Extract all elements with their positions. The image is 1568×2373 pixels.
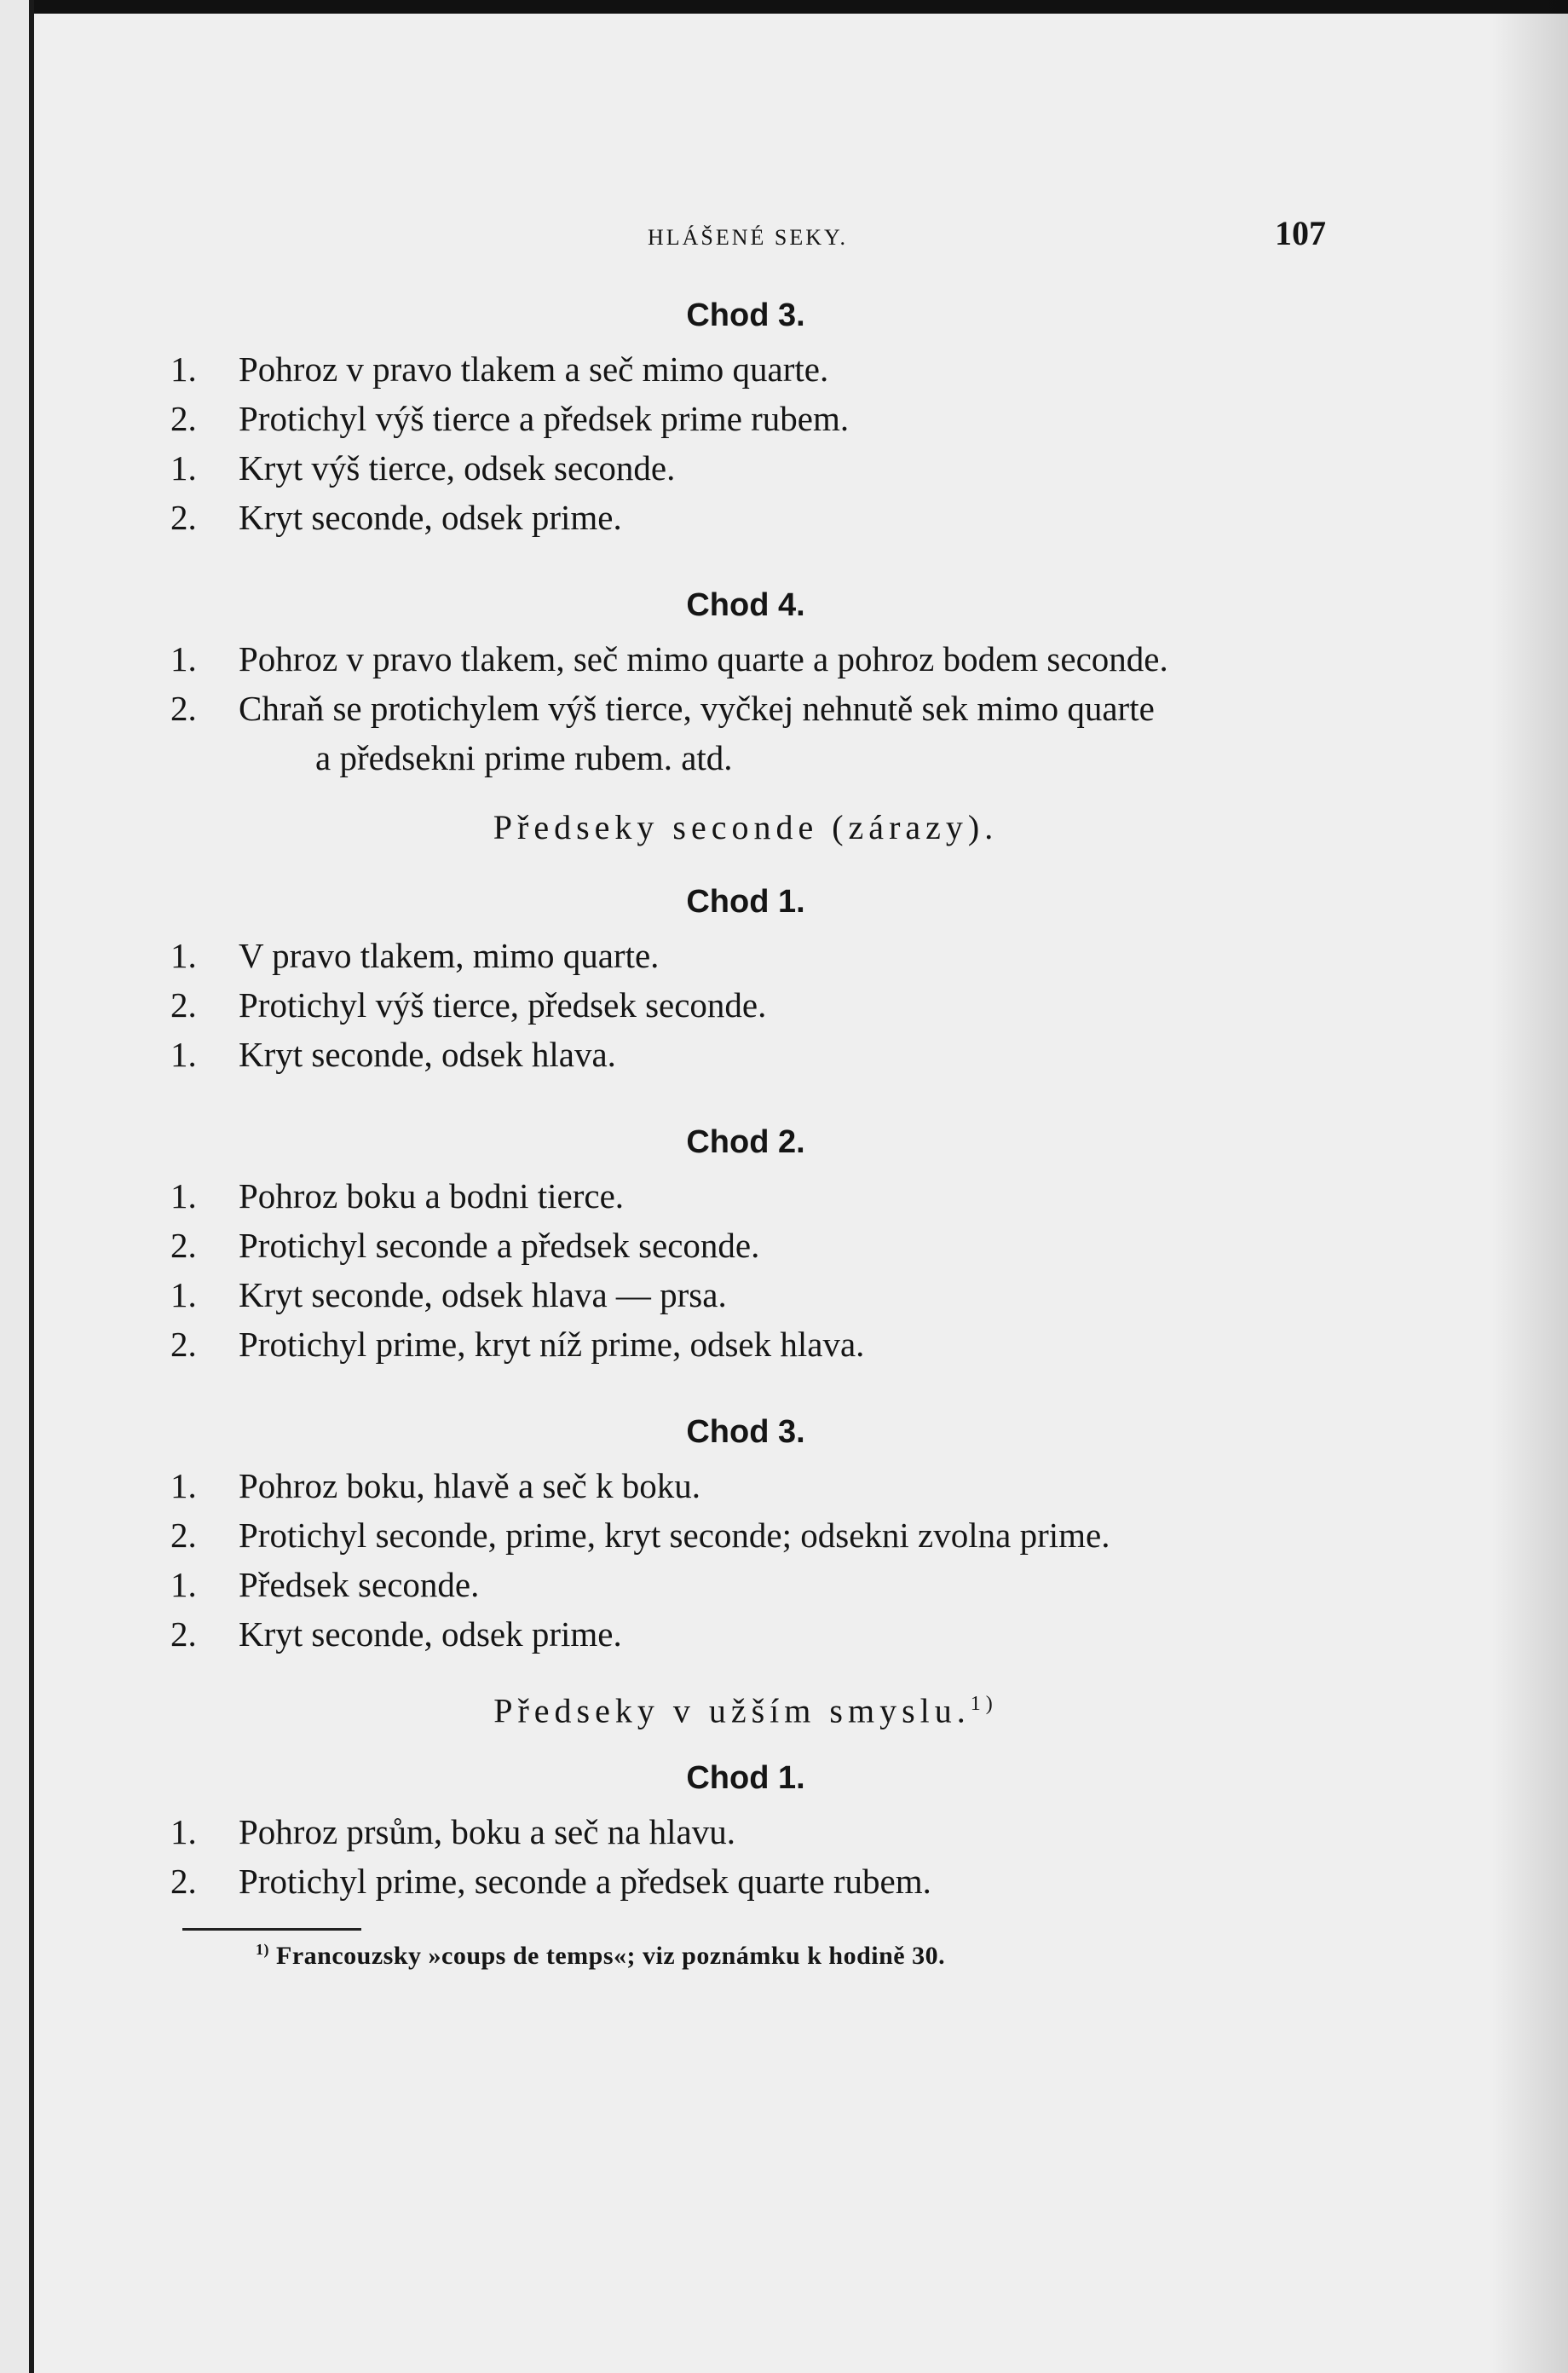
book-page	[170, 213, 1326, 1971]
item-number: 2.	[170, 1325, 197, 1364]
block-chod-4	[170, 576, 1321, 782]
item-number: 2.	[170, 1226, 197, 1265]
list-item	[170, 1510, 1321, 1560]
block-chod-3b	[170, 1403, 1321, 1659]
item-text: Kryt seconde, odsek hlava.	[239, 1035, 616, 1074]
item-number: 1.	[170, 1466, 197, 1505]
item-text: Kryt výš tierce, odsek seconde.	[239, 448, 676, 488]
item-number: 2.	[170, 399, 197, 438]
block-chod-1b	[170, 1749, 1321, 1906]
item-number: 1.	[170, 639, 197, 678]
item-text: Protichyl prime, kryt níž prime, odsek hlava.	[239, 1325, 865, 1364]
list-item	[170, 1609, 1321, 1659]
list-item	[170, 1560, 1321, 1609]
item-text: Kryt seconde, odsek hlava — prsa.	[239, 1275, 727, 1314]
item-number: 1.	[170, 1275, 197, 1314]
page-number: 107	[1275, 214, 1326, 252]
item-number: 2.	[170, 689, 197, 728]
list-item	[170, 1807, 1321, 1856]
block-chod-3	[170, 286, 1321, 542]
item-continuation: a předsekni prime rubem. atd.	[315, 738, 733, 777]
section-title-predseky-uzsim	[170, 1659, 1321, 1749]
item-number: 2.	[170, 1516, 197, 1555]
item-text: Protichyl seconde a předsek seconde.	[239, 1226, 760, 1265]
footnote-text: Francouzsky »coups de temps«; viz poznámku k hodině 30.	[269, 1942, 946, 1970]
block-chod-1	[170, 873, 1321, 1079]
list-item	[170, 1030, 1321, 1079]
item-number: 1.	[170, 936, 197, 975]
block-title: Chod 3.	[686, 1414, 805, 1450]
item-text: Chraň se protichylem výš tierce, vyčkej nehnutě sek mimo quarte	[239, 689, 1155, 728]
item-number: 2.	[170, 1614, 197, 1654]
item-text: Kryt seconde, odsek prime.	[239, 1614, 622, 1654]
item-number: 1.	[170, 1176, 197, 1215]
block-title: Chod 1.	[686, 884, 805, 920]
block-title: Chod 3.	[686, 297, 805, 333]
section-title-predseky-seconde: Předseky seconde (zárazy).	[493, 808, 999, 846]
list-item	[170, 980, 1321, 1030]
footnote	[256, 1941, 1321, 1971]
item-text: Protichyl výš tierce a předsek prime rubem.	[239, 399, 850, 438]
item-text: Kryt seconde, odsek prime.	[239, 498, 622, 537]
list-item	[170, 394, 1321, 443]
item-text: Pohroz prsům, boku a seč na hlavu.	[239, 1812, 735, 1851]
scan-binding-line	[29, 0, 34, 2373]
list-item	[170, 1856, 1321, 1906]
scan-edge-top	[0, 0, 1568, 14]
item-number: 1.	[170, 1812, 197, 1851]
list-item	[170, 684, 1321, 733]
footnote-reference: 1)	[970, 1693, 998, 1715]
item-text: Protichyl seconde, prime, kryt seconde; odsekni zvolna prime.	[239, 1516, 1110, 1555]
page-header	[170, 213, 1326, 264]
item-number: 1.	[170, 448, 197, 488]
item-number: 1.	[170, 1035, 197, 1074]
list-item	[170, 1221, 1321, 1270]
item-number: 1.	[170, 349, 197, 389]
item-number: 2.	[170, 498, 197, 537]
list-item	[170, 1461, 1321, 1510]
item-text: Předsek seconde.	[239, 1565, 480, 1604]
list-item	[170, 1319, 1321, 1369]
list-item	[170, 493, 1321, 542]
list-item	[170, 634, 1321, 684]
list-item	[170, 1270, 1321, 1319]
section-title-text: Předseky v užším smyslu.	[493, 1691, 971, 1730]
item-text: Pohroz boku, hlavě a seč k boku.	[239, 1466, 700, 1505]
footnote-mark: 1)	[256, 1941, 269, 1958]
list-item	[170, 931, 1321, 980]
item-number: 2.	[170, 1862, 197, 1901]
block-chod-2	[170, 1113, 1321, 1369]
footnote-rule	[182, 1928, 361, 1931]
item-number: 2.	[170, 985, 197, 1025]
item-text: Protichyl prime, seconde a předsek quarte rubem.	[239, 1862, 931, 1901]
item-text: Pohroz v pravo tlakem, seč mimo quarte a pohroz bodem seconde.	[239, 639, 1168, 678]
item-text: Protichyl výš tierce, předsek seconde.	[239, 985, 767, 1025]
running-head: HLÁŠENÉ SEKY.	[648, 225, 848, 250]
list-item	[170, 443, 1321, 493]
block-title: Chod 4.	[686, 587, 805, 623]
item-text: Pohroz v pravo tlakem a seč mimo quarte.	[239, 349, 829, 389]
block-title: Chod 2.	[686, 1124, 805, 1160]
block-title: Chod 1.	[686, 1760, 805, 1796]
list-item	[170, 1171, 1321, 1221]
item-text: Pohroz boku a bodni tierce.	[239, 1176, 625, 1215]
item-number: 1.	[170, 1565, 197, 1604]
list-item	[170, 344, 1321, 394]
item-text: V pravo tlakem, mimo quarte.	[239, 936, 660, 975]
scan-shadow-right	[1491, 0, 1568, 2373]
